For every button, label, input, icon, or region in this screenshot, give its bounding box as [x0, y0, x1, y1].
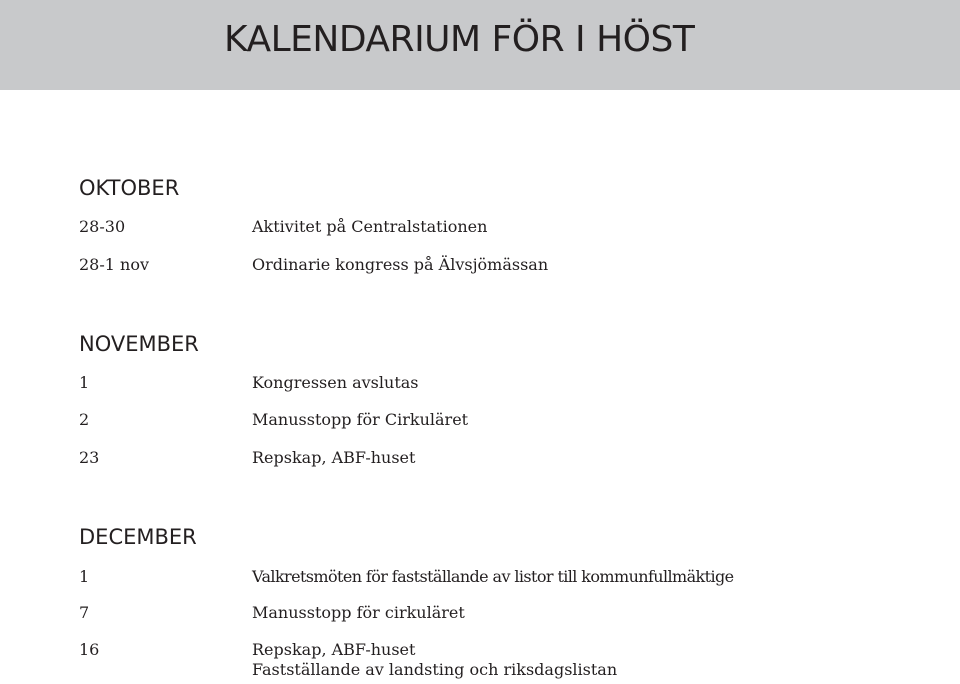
header-band	[0, 0, 960, 90]
event-line: Fastställande av landsting och riksdagslistan	[252, 660, 618, 679]
event-date: 7	[79, 603, 90, 622]
event-description	[252, 410, 468, 430]
event-line: Aktivitet på Centralstationen	[252, 217, 488, 236]
event-date: 23	[79, 448, 100, 467]
event-date: 1	[79, 373, 90, 392]
event-date: 2	[79, 410, 90, 429]
month-heading-oktober: OKTOBER	[79, 176, 180, 200]
event-line: Manusstopp för cirkuläret	[252, 603, 465, 622]
event-date: 16	[79, 640, 100, 659]
event-description	[252, 603, 465, 623]
month-heading-december: DECEMBER	[79, 525, 197, 549]
event-line: Repskap, ABF-huset	[252, 448, 416, 467]
event-line: Ordinarie kongress på Älvsjömässan	[252, 255, 549, 274]
event-date: 28-1 nov	[79, 255, 150, 274]
event-date: 28-30	[79, 217, 126, 236]
event-description	[252, 373, 419, 393]
event-description	[252, 217, 487, 237]
event-description	[252, 448, 415, 468]
event-line: Valkretsmöten för fastställande av listor till kommunfullmäktige	[252, 567, 734, 586]
event-description	[252, 640, 617, 680]
event-date: 1	[79, 567, 90, 586]
event-line: Repskap, ABF-huset	[252, 640, 416, 659]
event-line: Kongressen avslutas	[252, 373, 419, 392]
event-line: Manusstopp för Cirkuläret	[252, 410, 469, 429]
month-heading-november: NOVEMBER	[79, 332, 199, 356]
page-title: KALENDARIUM FÖR I HÖST	[224, 19, 695, 60]
event-description	[252, 567, 734, 587]
event-description	[252, 255, 548, 275]
